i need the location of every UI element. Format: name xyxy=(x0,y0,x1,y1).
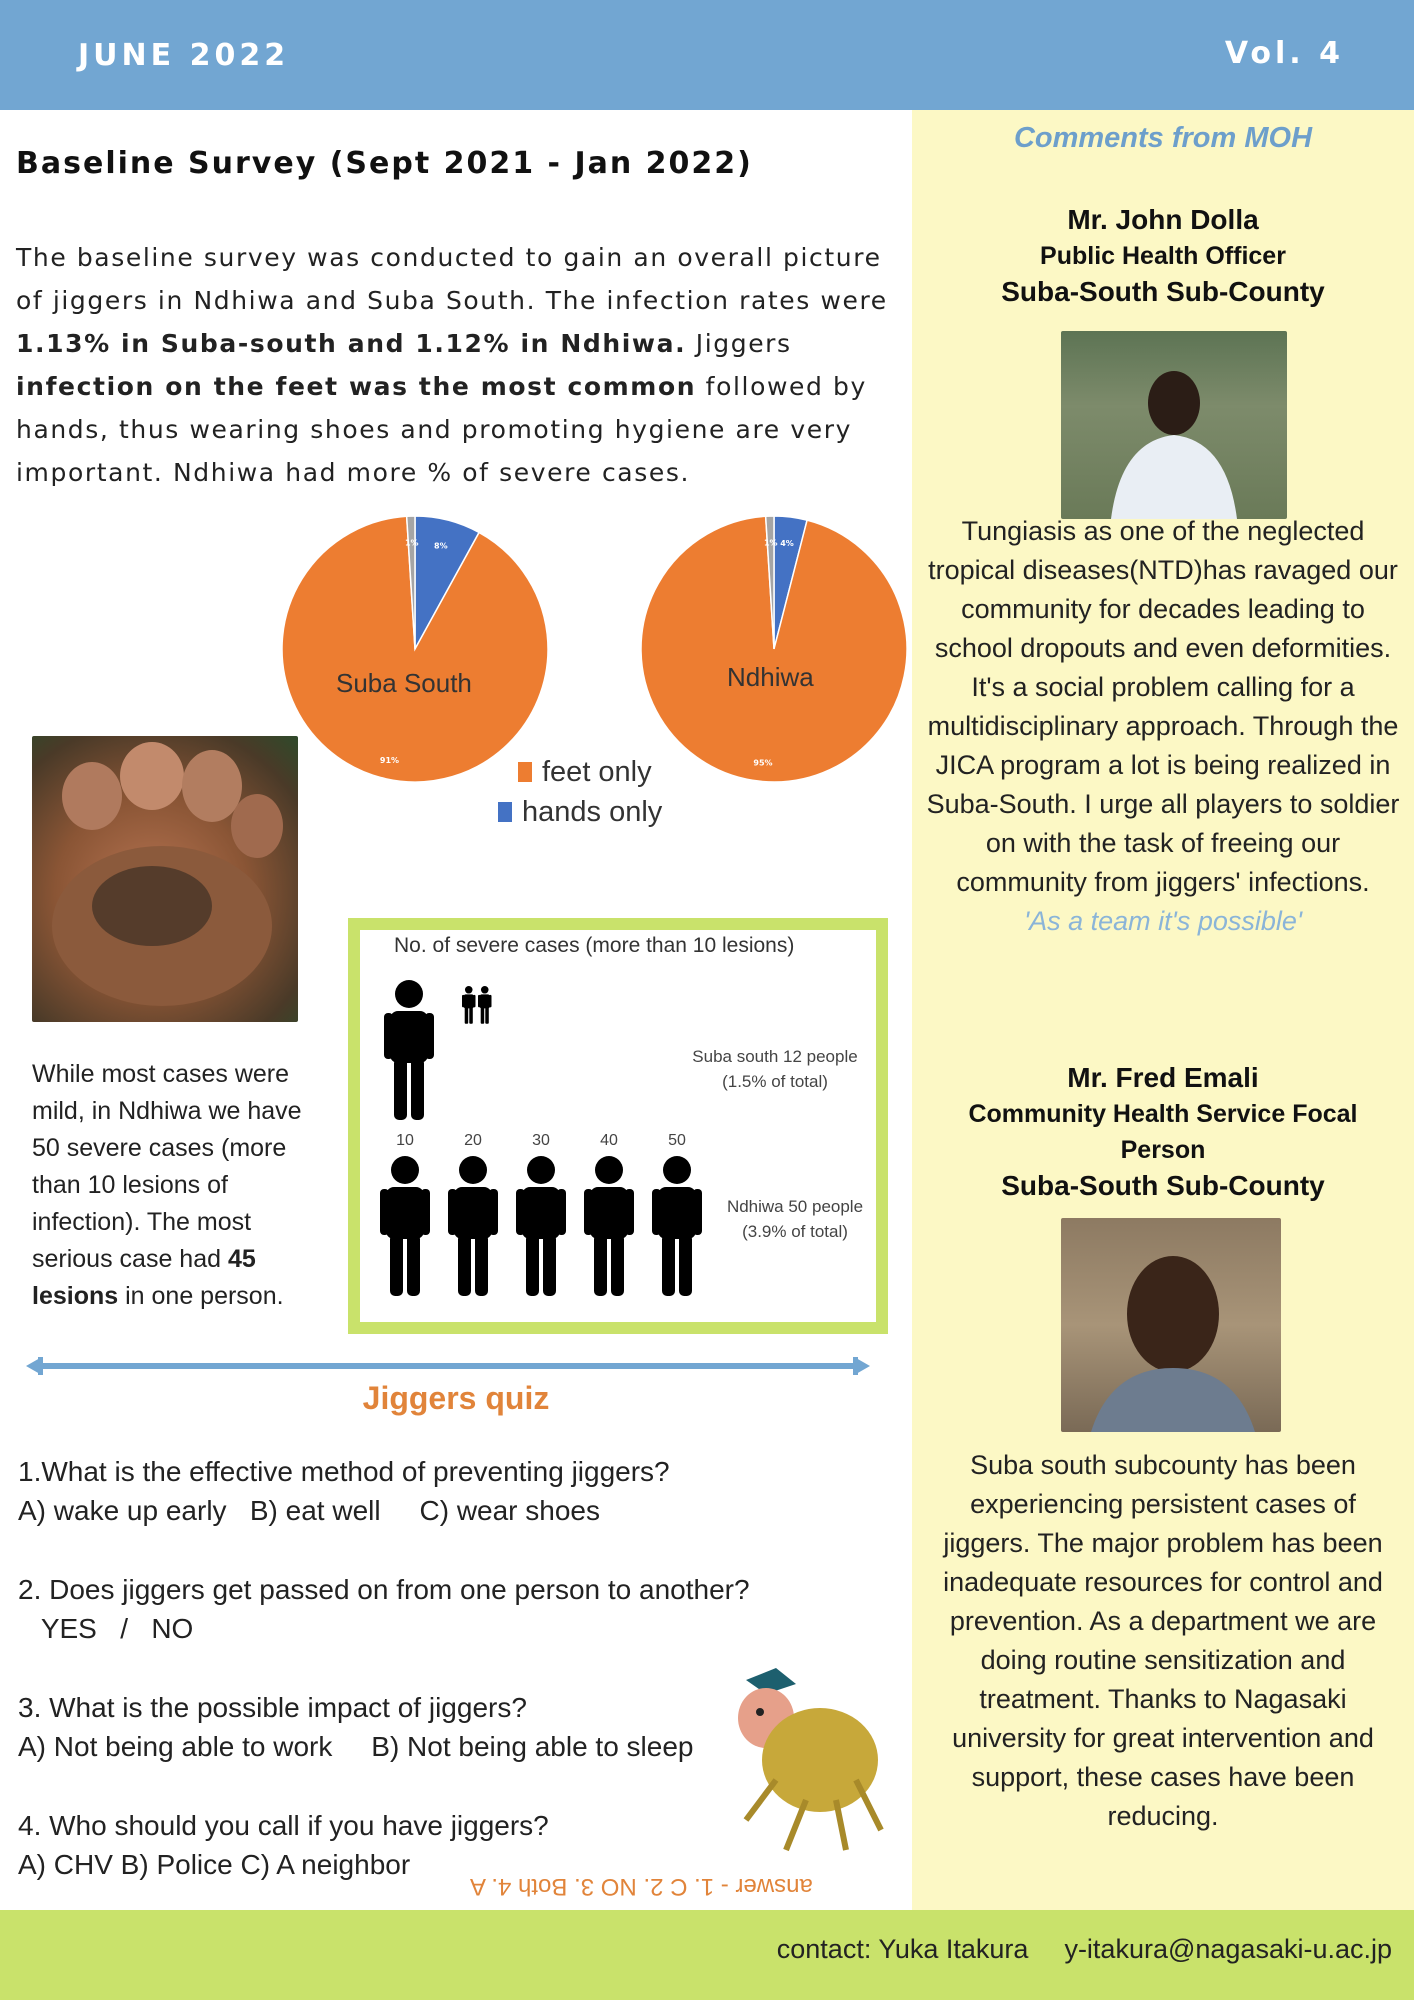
quiz-question-1: 1.What is the effective method of preventing jiggers? xyxy=(18,1456,670,1487)
person1-role: Public Health Officer xyxy=(1040,242,1286,270)
survey-bold-feet: infection on the feet was the most common xyxy=(16,372,697,401)
pictogram-tick-label: 20 xyxy=(464,1132,482,1149)
quiz-answer-upside-down: answer - 1. C 2. NO 3. Both 4. A xyxy=(470,1873,813,1900)
legend-item-hands xyxy=(498,792,662,832)
quiz-question-2: 2. Does jiggers get passed on from one person to another? xyxy=(18,1574,750,1605)
person2-role: Community Health Service Focal Person xyxy=(968,1100,1358,1164)
severe-cases-title: No. of severe cases (more than 10 lesions) xyxy=(394,934,795,957)
legend-label-hands: hands only xyxy=(522,795,663,828)
pie-slice-label: 91% xyxy=(379,756,400,766)
pictogram-tick-label: 50 xyxy=(668,1132,686,1149)
person2-name: Mr. Fred Emali xyxy=(1067,1062,1259,1093)
survey-body xyxy=(16,236,896,494)
person-icon-suba-1 xyxy=(462,986,476,1024)
person1-place: Suba-South Sub-County xyxy=(1001,276,1325,307)
issue-date: JUNE 2022 xyxy=(78,38,290,73)
footer-bar xyxy=(0,1910,1414,2000)
quiz-question-4: 4. Who should you call if you have jiggers? xyxy=(18,1810,549,1841)
person2-comment-text: Suba south subcounty has been experiencing persistent cases of jiggers. The major problem has been inadequate resources for control and prevention. As a department we are doing routine sensitization and treatment. Thanks to Nagasaki university for great intervention and support, these cases have been reducing. xyxy=(943,1450,1383,1831)
person-icon-suba-1 xyxy=(478,986,492,1024)
person2-heading xyxy=(912,1060,1414,1204)
pie-legend xyxy=(518,752,662,832)
pie-slice-label: 8% xyxy=(434,541,448,551)
person2-photo xyxy=(1061,1218,1281,1432)
quiz-options-2: YES / NO xyxy=(18,1613,194,1644)
legend-swatch-feet xyxy=(518,762,532,782)
survey-text: Jiggers xyxy=(686,329,792,358)
legend-item-feet xyxy=(518,752,662,792)
ndhiwa-severe-label xyxy=(710,1194,880,1244)
pie-title-suba-south: Suba South xyxy=(336,668,472,698)
person1-comment-text: Tungiasis as one of the neglected tropical diseases(NTD)has ravaged our community for decades leading to school dropouts and even deformities. It's a social problem calling for a multidisciplinary approach. Through the JICA program a lot is being realized in Suba-South. I urge all players to soldier on with the task of freeing our community from jiggers' infections. xyxy=(926,516,1400,897)
quiz-question-3: 3. What is the possible impact of jiggers? xyxy=(18,1692,527,1723)
survey-text: The baseline survey was conducted to gain an overall picture of jiggers in Ndhiwa and Suba South. The infection rates were xyxy=(16,243,888,315)
person2-place: Suba-South Sub-County xyxy=(1001,1170,1325,1201)
person2-comment xyxy=(924,1446,1402,1836)
suba-severe-label xyxy=(680,1044,870,1094)
person1-comment xyxy=(924,512,1402,941)
foot-text-part: While most cases were mild, in Ndhiwa we have 50 severe cases (more than 10 lesions of infection). The most serious case had xyxy=(32,1060,302,1273)
header-bar xyxy=(0,0,1414,110)
person1-heading xyxy=(912,202,1414,310)
pictogram-tick-label: 40 xyxy=(600,1132,618,1149)
legend-label-feet: feet only xyxy=(542,755,652,788)
ndhiwa-severe-pct: (3.9% of total) xyxy=(742,1222,848,1241)
person1-photo xyxy=(1061,331,1287,519)
severe-cases-text xyxy=(32,1056,322,1315)
quiz-options-1: A) wake up early B) eat well C) wear shoes xyxy=(18,1495,600,1526)
pie-slice-label: 1% xyxy=(763,538,778,548)
flea-mascot-illustration xyxy=(716,1660,886,1860)
pictogram-tick-label: 30 xyxy=(532,1132,550,1149)
infected-foot-photo xyxy=(32,736,298,1022)
moh-title: Comments from MOH xyxy=(1013,122,1313,154)
pie-slice-label: 95% xyxy=(753,758,773,768)
person-icon-ndhiwa-10 xyxy=(584,1156,634,1296)
pie-slice-label: 1% xyxy=(404,538,419,548)
pie-chart-ndhiwa xyxy=(639,514,909,784)
person1-quote: 'As a team it's possible' xyxy=(1023,906,1303,936)
survey-bold-rates: 1.13% in Suba-south and 1.12% in Ndhiwa. xyxy=(16,329,687,358)
legend-swatch-hands xyxy=(498,802,512,822)
person1-name: Mr. John Dolla xyxy=(1067,204,1259,235)
person-icon-ndhiwa-10 xyxy=(516,1156,566,1296)
person-icon-ndhiwa-10 xyxy=(380,1156,430,1296)
suba-severe-pct: (1.5% of total) xyxy=(722,1072,828,1091)
pie-chart-suba-south xyxy=(280,514,550,784)
issue-volume: Vol. 4 xyxy=(1224,36,1344,71)
person-icon-ndhiwa-10 xyxy=(652,1156,702,1296)
survey-title: Baseline Survey (Sept 2021 - Jan 2022) xyxy=(16,146,753,181)
quiz-divider xyxy=(26,1356,870,1376)
foot-text-part: in one person. xyxy=(118,1282,284,1310)
pie-slice-label: 4% xyxy=(780,539,794,549)
quiz-options-4: A) CHV B) Police C) A neighbor xyxy=(18,1849,411,1880)
contact-name: contact: Yuka Itakura xyxy=(776,1934,1029,1964)
person-icon-suba-10 xyxy=(384,980,434,1120)
severe-cases-pictogram xyxy=(370,970,710,1310)
quiz-title: Jiggers quiz xyxy=(362,1380,550,1416)
pie-title-ndhiwa: Ndhiwa xyxy=(727,662,814,692)
suba-severe-count: Suba south 12 people xyxy=(692,1047,858,1066)
footer-contact xyxy=(741,1934,1392,1965)
person-icon-ndhiwa-10 xyxy=(448,1156,498,1296)
foot-text-bold: 45 lesions xyxy=(32,1245,256,1310)
pictogram-tick-label: 10 xyxy=(396,1132,414,1149)
ndhiwa-severe-count: Ndhiwa 50 people xyxy=(726,1197,864,1216)
contact-email[interactable]: y-itakura@nagasaki-u.ac.jp xyxy=(1064,1934,1392,1964)
quiz-options-3: A) Not being able to work B) Not being able to sleep xyxy=(18,1731,694,1762)
survey-text: followed by hands, thus wearing shoes and promoting hygiene are very important. Ndhiwa had more % of severe cases. xyxy=(16,372,867,487)
